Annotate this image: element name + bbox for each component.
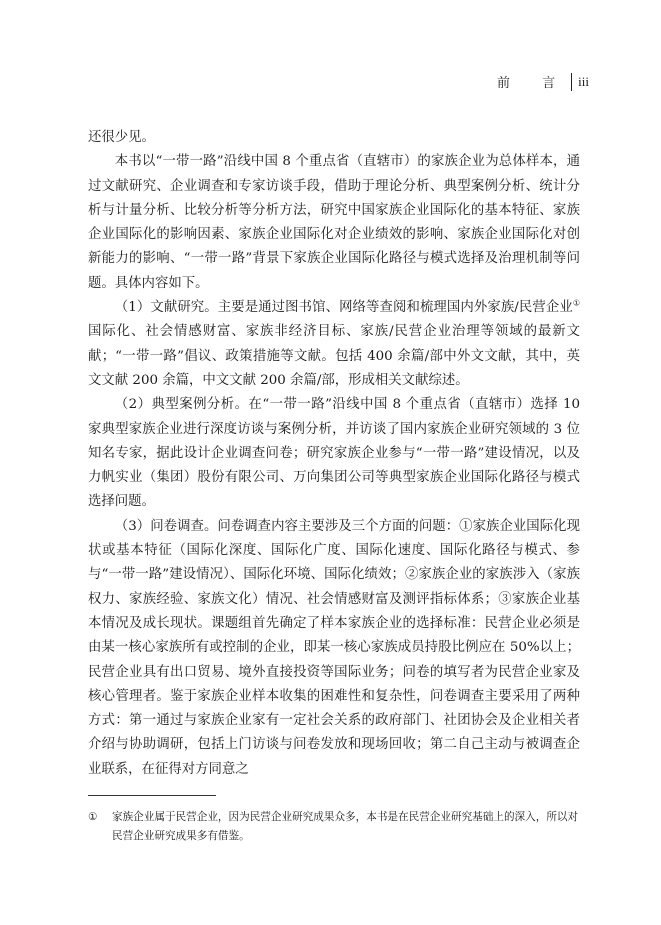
paragraph-literature-a: （1）文献研究。主要是通过图书馆、网络等查阅和梳理国内外家族/民营企业 bbox=[114, 300, 573, 316]
paragraph-continued: 还很少见。 bbox=[88, 130, 155, 145]
footnote-text: 家族企业属于民营企业，因为民营企业研究成果众多，本书是在民营企业研究基础上的深入，所以对民营企业研究成果多有借鉴。 bbox=[112, 811, 579, 842]
footnote bbox=[88, 808, 580, 846]
header-divider bbox=[571, 73, 572, 91]
paragraph-case-study: （2）典型案例分析。在“一带一路”沿线中国 8 个重点省（直辖市）选择 10 家典型家族企业进行深度访谈与案例分析，并访谈了国内家族企业研究领域的 3 位知名专家，据此设计企业调查问卷；研究家族企业参与“一带一路”建设情况，以及力帆实业（集团）股份有限公司、万向集团公司等典型家族企业国际化路径与模式选择问题。 bbox=[88, 397, 580, 510]
footnote-mark: ① bbox=[88, 811, 98, 823]
header-title: 前 言 bbox=[497, 76, 570, 91]
footnote-divider bbox=[88, 795, 216, 796]
paragraph-intro: 本书以“一带一路”沿线中国 8 个重点省（直辖市）的家族企业为总体样本，通过文献研究、企业调查和专家访谈手段，借助于理论分析、典型案例分析、统计分析与计量分析、比较分析等分析方法，研究中国家族企业国际化的基本特征、家族企业国际化的影响因素、家族企业国际化对企业绩效的影响、家族企业国际化对创新能力的影响、“一带一路”背景下家族企业国际化路径与模式选择及治理机制等问题。具体内容如下。 bbox=[88, 154, 580, 291]
running-header bbox=[497, 72, 589, 91]
page-number: iii bbox=[578, 73, 589, 89]
main-text bbox=[88, 126, 580, 782]
paragraph-survey: （3）问卷调查。问卷调查内容主要涉及三个方面的问题：①家族企业国际化现状或基本特征（国际化深度、国际化广度、国际化速度、国际化路径与模式、参与“一带一路”建设情况）、国际化环境、国际化绩效；②家族企业的家族涉入（家族权力、家族经验、家族文化）情况、社会情感财富及测评指标体系；③家族企业基本情况及成长现状。课题组首先确定了样本家族企业的选择标准：民营企业必须是由某一核心家族所有或控制的企业，即某一核心家族成员持股比例应在 50%以上；民营企业具有出口贸易、境外直接投资等国际业务；问卷的填写者为民营企业家及核心管理者。鉴于家族企业样本收集的困难性和复杂性，问卷调查主要采用了两种方式：第一通过与家族企业家有一定社会关系的政府部门、社团协会及企业相关者介绍与协助调研，包括上门访谈与问卷发放和现场回收；第二自己主动与被调查企业联系，在征得对方同意之 bbox=[88, 518, 580, 777]
paragraph-literature bbox=[88, 296, 580, 393]
footnote-ref[interactable]: ① bbox=[572, 298, 580, 308]
paragraph-literature-b: 国际化、社会情感财富、家族非经济目标、家族/民营企业治理等领域的最新文献；“一带一路”倡议、政策措施等文献。包括 400 余篇/部中外文文献，其中，英文文献 200 余篇，中文文献 200 余篇/部，形成相关文献综述。 bbox=[88, 324, 580, 388]
